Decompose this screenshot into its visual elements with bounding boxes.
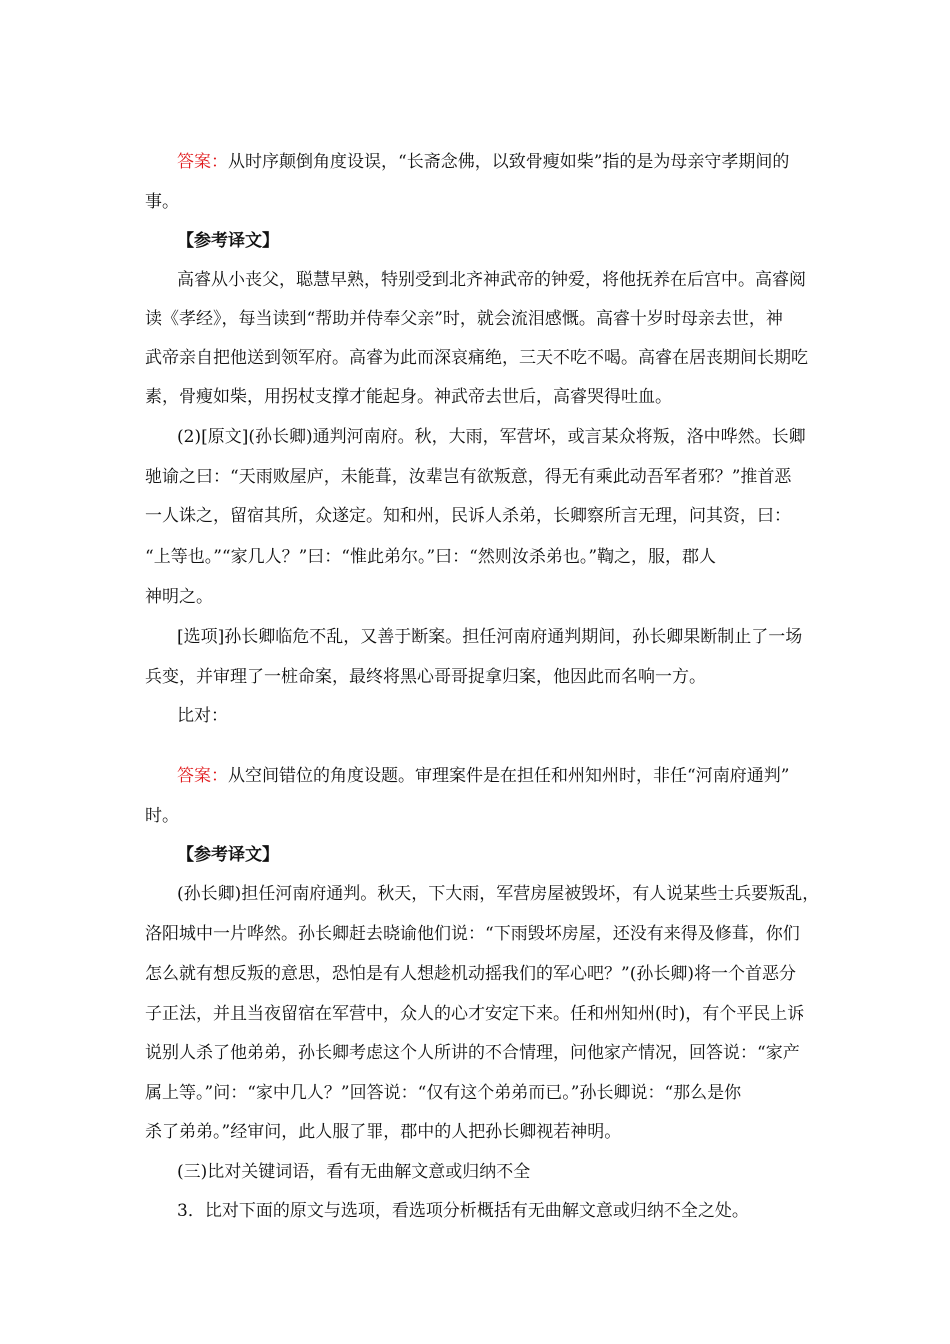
original-text-line: (2)[原文](孙长卿)通判河南府。秋，大雨，军营坏，或言某众将叛，洛中哗然。长卿: [177, 427, 806, 447]
compare-label: 比对：: [177, 706, 228, 726]
original-text-line: 驰谕之曰：“天雨败屋庐，未能葺，汝辈岂有欲叛意，得无有乘此动吾军者邪？”推首恶: [145, 467, 792, 487]
translation-line: 子正法，并且当夜留宿在军营中，众人的心才安定下来。任和州知州(时)，有个平民上诉: [145, 1004, 805, 1024]
translation-line: 读《孝经》，每当读到“帮助并侍奉父亲”时，就会流泪感慨。高睿十岁时母亲去世，神: [145, 309, 783, 329]
option-text-line: 兵变，并审理了一桩命案，最终将黑心哥哥捉拿归案，他因此而名响一方。: [145, 667, 706, 687]
translation-line: 属上等。”问：“家中几人？”回答说：“仅有这个弟弟而已。”孙长卿说：“那么是你: [145, 1083, 742, 1103]
section-heading: (三)比对关键词语，看有无曲解文意或归纳不全: [177, 1162, 531, 1182]
original-text-line: “上等也。”“家几人？”曰：“惟此弟尔。”曰：“然则汝杀弟也。”鞫之，服，郡人: [145, 547, 717, 567]
translation-line: 素，骨瘦如柴，用拐杖支撑才能起身。神武帝去世后，高睿哭得吐血。: [145, 387, 672, 407]
answer-2-line: [177, 766, 815, 786]
option-text-line: [选项]孙长卿临危不乱，又善于断案。担任河南府通判期间，孙长卿果断制止了一场: [177, 627, 803, 647]
answer-label: 答案：: [177, 152, 228, 172]
answer-label: 答案：: [177, 766, 228, 786]
original-text-line: 一人诛之，留宿其所，众遂定。知和州，民诉人杀弟，长卿察所言无理，问其资，曰：: [145, 506, 791, 526]
answer-1-line: [177, 152, 815, 172]
exercise-item: 3．比对下面的原文与选项，看选项分析概括有无曲解文意或归纳不全之处。: [177, 1201, 749, 1221]
answer-2-continuation: 时。: [145, 806, 179, 826]
translation-line: 武帝亲自把他送到领军府。高睿为此而深哀痛绝，三天不吃不喝。高睿在居丧期间长期吃: [145, 348, 808, 368]
reference-translation-heading: 【参考译文】: [177, 231, 279, 251]
translation-line: 高睿从小丧父，聪慧早熟，特别受到北齐神武帝的钟爱，将他抚养在后宫中。高睿阅: [177, 270, 806, 290]
translation-line: 杀了弟弟。”经审问，此人服了罪，郡中的人把孙长卿视若神明。: [145, 1122, 622, 1142]
original-text-line: 神明之。: [145, 587, 213, 607]
translation-line: 洛阳城中一片哗然。孙长卿赶去晓谕他们说：“下雨毁坏房屋，还没有来得及修葺，你们: [145, 924, 800, 944]
translation-line: 说别人杀了他弟弟，孙长卿考虑这个人所讲的不合情理，问他家产情况，回答说：“家产: [145, 1043, 800, 1063]
reference-translation-heading: 【参考译文】: [177, 845, 279, 865]
translation-line: 怎么就有想反叛的意思，恐怕是有人想趁机动摇我们的军心吧？”(孙长卿)将一个首恶分: [145, 964, 796, 984]
answer-1-continuation: 事。: [145, 192, 179, 212]
answer-text: 从时序颠倒角度设误，“长斋念佛，以致骨瘦如柴”指的是为母亲守孝期间的: [228, 152, 790, 172]
answer-text: 从空间错位的角度设题。审理案件是在担任和州知州时，非任“河南府通判”: [228, 766, 790, 786]
translation-line: (孙长卿)担任河南府通判。秋天，下大雨，军营房屋被毁坏，有人说某些士兵要叛乱，: [177, 884, 820, 904]
